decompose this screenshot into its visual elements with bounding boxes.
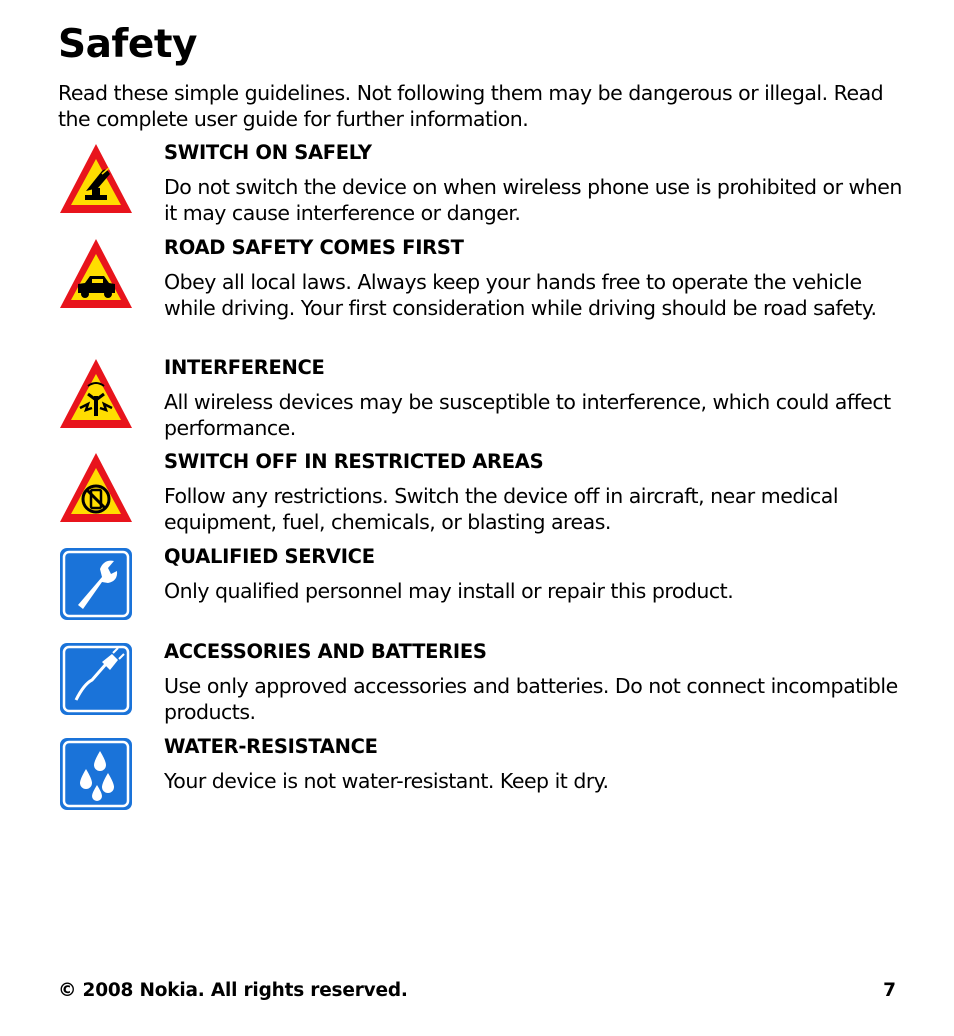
page-title: Safety bbox=[58, 22, 197, 67]
section-heading: WATER-RESISTANCE bbox=[164, 735, 378, 758]
section-body: Your device is not water-resistant. Keep it dry. bbox=[164, 769, 609, 793]
plug-cable-icon bbox=[58, 640, 134, 716]
section-body: All wireless devices may be susceptible to interference, which could affect performance. bbox=[164, 390, 891, 440]
hand-switch-on-warning-icon bbox=[58, 141, 134, 217]
section-body: Only qualified personnel may install or repair this product. bbox=[164, 579, 734, 603]
section-heading: INTERFERENCE bbox=[164, 356, 325, 379]
interference-warning-icon bbox=[58, 356, 134, 432]
section-body: Do not switch the device on when wireless phone use is prohibited or when it may cause interference or danger. bbox=[164, 175, 902, 225]
car-warning-icon bbox=[58, 236, 134, 312]
section-heading: ROAD SAFETY COMES FIRST bbox=[164, 236, 464, 259]
wrench-icon bbox=[58, 545, 134, 621]
intro-paragraph: Read these simple guidelines. Not following them may be dangerous or illegal. Read the complete user guide for further information. bbox=[58, 81, 884, 131]
water-drops-icon bbox=[58, 735, 134, 811]
section-body: Use only approved accessories and batteries. Do not connect incompatible products. bbox=[164, 674, 898, 724]
section-heading: QUALIFIED SERVICE bbox=[164, 545, 375, 568]
section-heading: SWITCH ON SAFELY bbox=[164, 141, 372, 164]
page-number: 7 bbox=[883, 980, 896, 1001]
section-heading: ACCESSORIES AND BATTERIES bbox=[164, 640, 487, 663]
no-phone-warning-icon bbox=[58, 450, 134, 526]
section-body: Follow any restrictions. Switch the device off in aircraft, near medical equipment, fuel, chemicals, or blasting areas. bbox=[164, 484, 839, 534]
footer-copyright: © 2008 Nokia. All rights reserved. bbox=[58, 980, 408, 1001]
section-body: Obey all local laws. Always keep your hands free to operate the vehicle while driving. Your first consideration while driving should be road safety. bbox=[164, 270, 877, 320]
section-heading: SWITCH OFF IN RESTRICTED AREAS bbox=[164, 450, 544, 473]
